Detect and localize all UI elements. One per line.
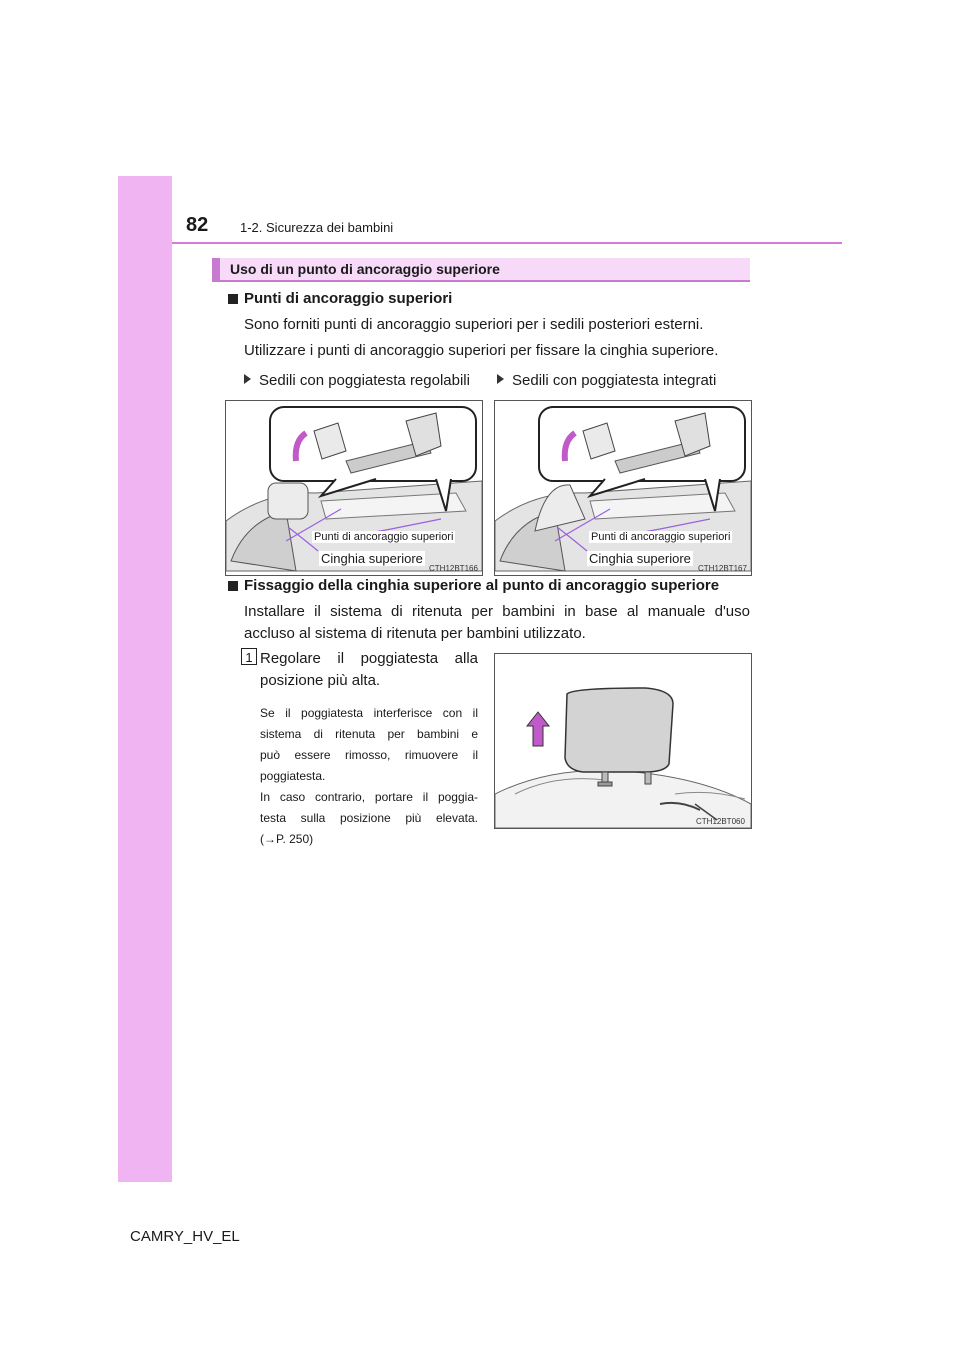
figure-raise-headrest	[494, 653, 752, 829]
page-number: 82	[186, 214, 209, 236]
block2-line1: Installare il sistema di ritenuta per bambini in base al manuale d'uso	[244, 603, 750, 620]
triangle-icon	[497, 374, 504, 384]
figure-integrated-headrest	[494, 400, 752, 576]
block1-line2: Utilizzare i punti di ancoraggio superiori per fissare la cinghia superiore.	[244, 342, 719, 359]
block2-line2: accluso al sistema di ritenuta per bambini utilizzato.	[244, 625, 586, 642]
seat-illustration-right	[495, 401, 751, 575]
section-heading	[212, 258, 750, 282]
figure-adjustable-headrest	[225, 400, 483, 576]
note-line: poggiatesta.	[260, 769, 326, 783]
bullet-square	[228, 294, 238, 304]
seat-illustration-left	[226, 401, 482, 575]
strap-label-left: Cinghia superiore	[321, 551, 423, 566]
headrest-illustration	[495, 654, 751, 828]
header-divider	[172, 242, 842, 244]
note-line: Se il poggiatesta interferisce con il	[260, 706, 478, 720]
strap-label-right: Cinghia superiore	[589, 551, 691, 566]
step1-line1: Regolare il poggiatesta alla	[260, 650, 478, 667]
anchor-label-right: Punti di ancoraggio superiori	[591, 531, 731, 543]
note-line: sistema di ritenuta per bambini e	[260, 727, 478, 741]
anchor-label-left: Punti di ancoraggio superiori	[314, 531, 454, 543]
subheading-right: Sedili con poggiatesta integrati	[497, 370, 716, 392]
figure-code-step1: CTH12BT060	[696, 817, 745, 826]
step1-line2: posizione più alta.	[260, 672, 381, 689]
note-line: In caso contrario, portare il poggia-	[260, 790, 478, 804]
section-title: 1-2. Sicurezza dei bambini	[240, 220, 394, 235]
bullet-square	[228, 581, 238, 591]
subheading-left: Sedili con poggiatesta regolabili	[244, 370, 470, 392]
figure-code-left: CTH12BT166	[429, 564, 478, 573]
section-heading-text: Uso di un punto di ancoraggio superiore	[230, 261, 500, 277]
figure-code-right: CTH12BT167	[698, 564, 747, 573]
block1-title: Punti di ancoraggio superiori	[244, 290, 453, 307]
note-line: (→P. 250)	[260, 832, 314, 846]
sidebar-band	[118, 176, 172, 1182]
note-line: può essere rimosso, rimuovere il	[260, 748, 478, 762]
model-footer: CAMRY_HV_EL	[130, 1228, 240, 1245]
block1-line1: Sono forniti punti di ancoraggio superiori per i sedili posteriori esterni.	[244, 316, 704, 333]
step-number-badge: 1	[241, 648, 257, 665]
triangle-icon	[244, 374, 251, 384]
block2-title: Fissaggio della cinghia superiore al punto di ancoraggio superiore	[244, 577, 720, 594]
note-line: testa sulla posizione più elevata.	[260, 811, 478, 825]
